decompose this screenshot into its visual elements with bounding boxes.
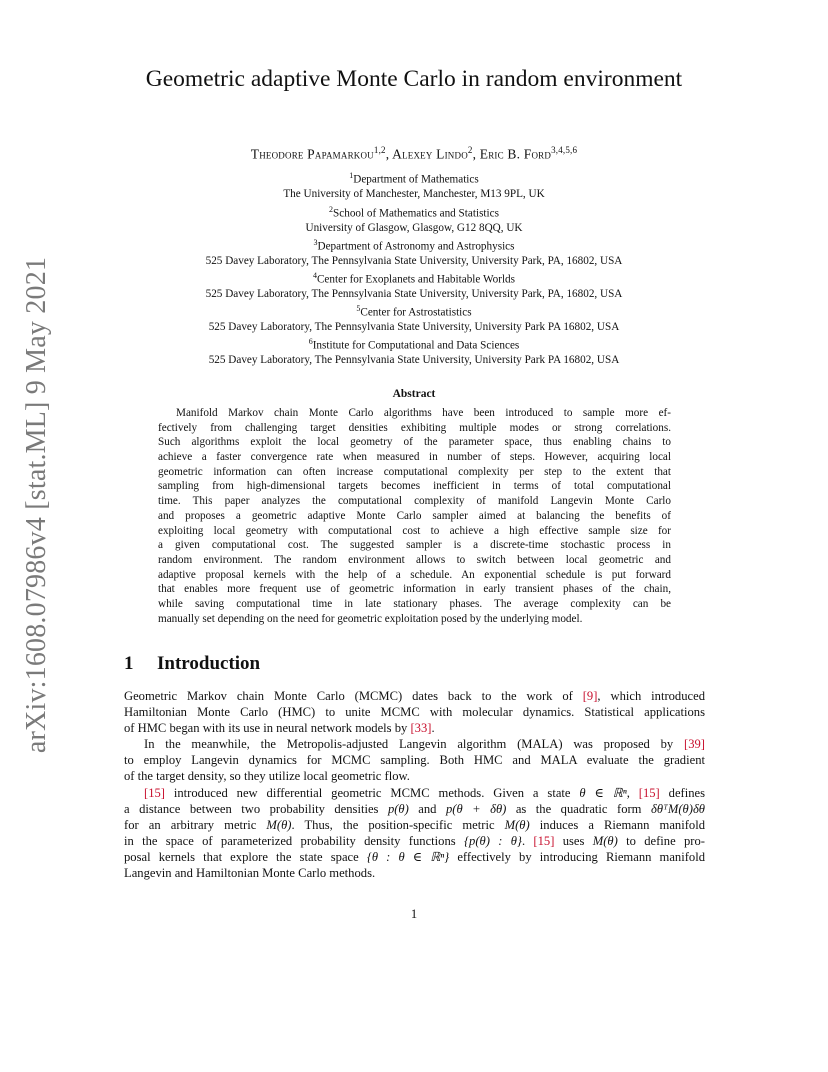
abstract-line: geometric information can often increase computational complexity per step to the extent that xyxy=(158,465,671,478)
math-expression: M(θ) xyxy=(504,817,530,832)
affiliation-address: 525 Davey Laboratory, The Pennsylvania State University, University Park, PA, 16802, USA xyxy=(205,254,623,267)
body-line: for an arbitrary metric M(θ). Thus, the position-specific metric M(θ) induces a Riemann manifold xyxy=(124,817,706,832)
section-title: Introduction xyxy=(157,653,261,674)
math-expression: {p(θ) : θ} xyxy=(463,833,522,848)
abstract-line: manually set depending on the need for geometric exploitation posed by the underlying model. xyxy=(158,612,583,625)
math-expression: {θ : θ ∈ ℝⁿ} xyxy=(366,849,450,864)
author-affiliation-marker: 2 xyxy=(467,145,473,155)
abstract-body xyxy=(158,406,671,626)
affiliation-address: 525 Davey Laboratory, The Pennsylvania State University, University Park PA 16802, USA xyxy=(208,320,620,333)
body-line: Geometric Markov chain Monte Carlo (MCMC) dates back to the work of [9], which introduced xyxy=(124,689,705,703)
affiliation-department: Center for Exoplanets and Habitable Worlds xyxy=(316,273,516,286)
affiliation-block xyxy=(0,335,828,367)
math-expression: p(θ + δθ) xyxy=(445,801,507,816)
affiliation-block xyxy=(0,269,828,301)
abstract-line: random environment. The random environment allows to switch between local geometric and xyxy=(158,553,671,566)
body-line: of HMC began with its use in neural network models by [33]. xyxy=(124,721,435,736)
abstract-line: time. This paper analyzes the computational complexity of manifold Langevin Monte Carlo xyxy=(158,495,671,508)
body-line: to employ Langevin dynamics for MCMC sampling. Both HMC and MALA evaluate the gradient xyxy=(124,753,705,768)
affiliation-block xyxy=(0,302,828,334)
affiliation-marker: 2 xyxy=(329,205,334,214)
math-expression: θ ∈ ℝⁿ xyxy=(579,785,627,800)
abstract-line: exploiting local geometry with computational cost to achieve a high effective sample size for xyxy=(158,524,671,537)
abstract-line: achieve a faster convergence rate when measured in number of steps. However, acquiring local xyxy=(158,451,671,464)
author-name: Alexey Lindo xyxy=(392,146,468,162)
abstract-line: a given computational cost. The suggested sampler is a discrete-time stochastic process in xyxy=(158,539,671,552)
math-expression: M(θ) xyxy=(592,833,618,848)
body-line: Langevin and Hamiltonian Monte Carlo methods. xyxy=(124,866,376,881)
abstract-line: and proposes a geometric adaptive Monte Carlo sampler aimed at balancing the benefits of xyxy=(158,509,671,522)
section-heading xyxy=(124,653,260,675)
math-expression: δθᵀM(θ)δθ xyxy=(650,801,705,816)
abstract-line: Such algorithms exploit the local geometry of the parameter space, thus enabling chains to xyxy=(158,436,671,449)
affiliation-marker: 5 xyxy=(356,304,361,313)
introduction-body xyxy=(124,688,705,881)
math-expression: M(θ) xyxy=(266,817,292,832)
abstract-line: sampling from high-dimensional targets becomes inefficient in terms of total computational xyxy=(158,480,671,493)
citation-link[interactable]: [15] xyxy=(144,785,165,800)
author-name: Eric B. Ford xyxy=(479,146,552,162)
body-line: in the space of parameterized probability density functions {p(θ) : θ}. [15] uses M(θ) to define pro- xyxy=(124,833,705,848)
math-expression: p(θ) xyxy=(387,801,409,816)
affiliation-block xyxy=(0,236,828,268)
affiliation-address: The University of Manchester, Manchester, M13 9PL, UK xyxy=(283,187,545,200)
abstract-line: fectively from challenging target densities exhibiting multiple modes or strong correlations. xyxy=(158,421,671,434)
affiliation-address: 525 Davey Laboratory, The Pennsylvania State University, University Park PA 16802, USA xyxy=(208,353,620,366)
abstract-line: adaptive proposal kernels with the help of a schedule. An exponential schedule is put forward xyxy=(158,568,671,581)
affiliation-block xyxy=(0,203,828,235)
abstract-line: Manifold Markov chain Monte Carlo algorithms have been introduced to sample more ef- xyxy=(176,407,671,419)
body-line: Hamiltonian Monte Carlo (HMC) to unite MCMC with molecular dynamics. Statistical applications xyxy=(124,705,705,720)
body-line: of the target density, so they utilize local geometric flow. xyxy=(124,769,410,784)
affiliation-address: 525 Davey Laboratory, The Pennsylvania State University, University Park, PA, 16802, USA xyxy=(205,287,623,300)
affiliation-department: Center for Astrostatistics xyxy=(360,306,472,319)
affiliation-block xyxy=(0,169,828,201)
affiliation-department: Institute for Computational and Data Sciences xyxy=(312,339,520,352)
author-list: Theodore Papamarkou$^{1,2}$, Alexey Lindo$^2$, Eric B. Ford$^{3,4,5,6}$ xyxy=(250,145,578,162)
body-line: [15] introduced new differential geometric MCMC methods. Given a state θ ∈ ℝⁿ, [15] defines xyxy=(144,785,706,800)
citation-link[interactable]: [39] xyxy=(684,737,705,752)
abstract-line: while saving computational time in late stationary phases. The average complexity can be xyxy=(158,597,671,610)
arxiv-identifier: arXiv:1608.07986v4 [stat.ML] 9 May 2021 xyxy=(21,256,52,754)
citation-link[interactable]: [33] xyxy=(410,721,432,736)
paper-title: Geometric adaptive Monte Carlo in random environment xyxy=(145,66,683,92)
affiliation-marker: 6 xyxy=(308,337,313,346)
author-affiliation-marker: 1,2 xyxy=(373,145,386,155)
section-number: 1 xyxy=(124,653,134,674)
body-line: a distance between two probability densities p(θ) and p(θ + δθ) as the quadratic form δθᵀM(θ)δθ xyxy=(124,801,705,816)
citation-link[interactable]: [15] xyxy=(638,785,660,800)
body-line: posal kernels that explore the state space {θ : θ ∈ ℝⁿ} effectively by introducing Riemann manifold xyxy=(124,849,705,864)
abstract-heading: Abstract xyxy=(392,388,436,400)
affiliation-department: Department of Astronomy and Astrophysics xyxy=(317,240,515,253)
citation-link[interactable]: [9] xyxy=(582,689,598,703)
author-name: Theodore Papamarkou xyxy=(250,146,374,162)
affiliation-department: Department of Mathematics xyxy=(353,173,479,186)
affiliation-department: School of Mathematics and Statistics xyxy=(333,207,499,220)
page-number: 1 xyxy=(410,907,418,921)
affiliation-address: University of Glasgow, Glasgow, G12 8QQ, UK xyxy=(305,221,523,234)
affiliation-marker: 1 xyxy=(349,171,354,180)
abstract-line: that enables more frequent use of geometric information in early transient phases of the chain, xyxy=(158,583,671,596)
author-affiliation-marker: 3,4,5,6 xyxy=(551,145,578,155)
citation-link[interactable]: [15] xyxy=(533,833,555,848)
affiliation-marker: 3 xyxy=(313,238,318,247)
body-line: In the meanwhile, the Metropolis-adjusted Langevin algorithm (MALA) was proposed by [39] xyxy=(144,737,705,752)
affiliation-marker: 4 xyxy=(312,271,317,280)
